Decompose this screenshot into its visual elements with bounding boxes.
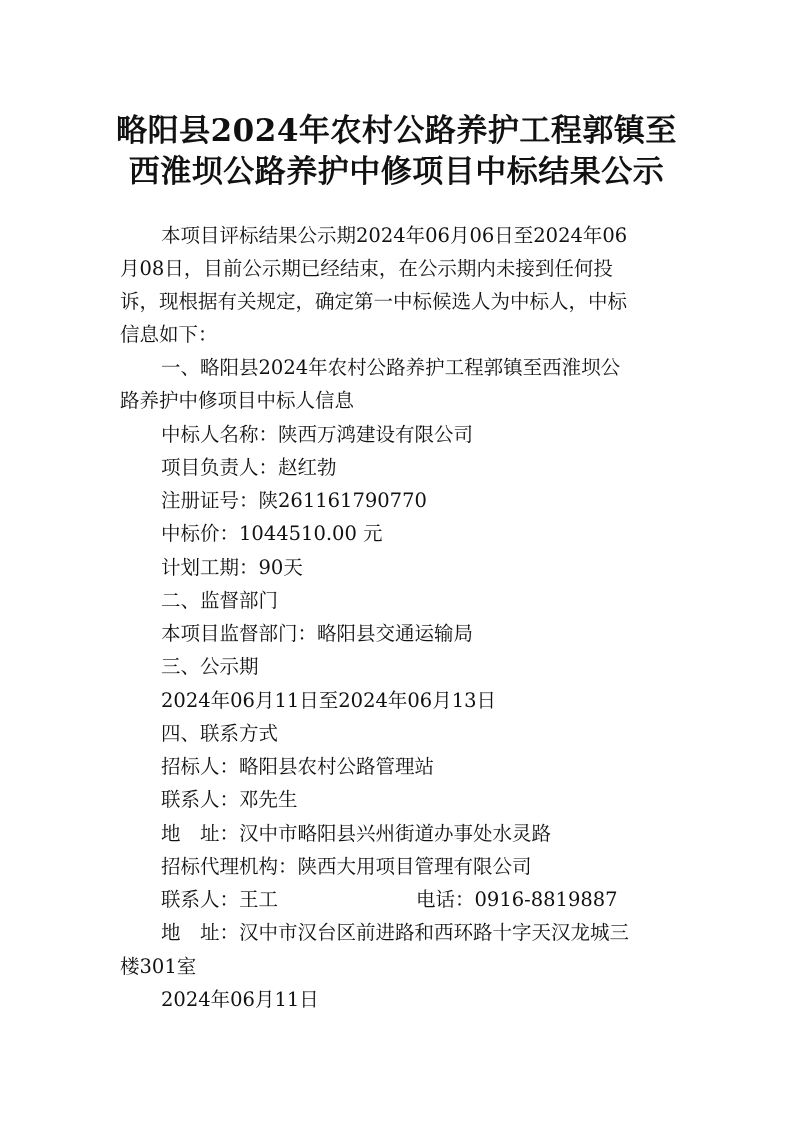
intro-line-4: 信息如下： xyxy=(120,323,218,346)
agency-address-line2: 楼301室 xyxy=(120,955,197,978)
tenderer: 招标人：略阳县农村公路管理站 xyxy=(161,755,435,778)
intro-line-2: 月08日，目前公示期已经结束，在公示期内未接到任何投 xyxy=(120,257,613,280)
intro-line-1: 本项目评标结果公示期2024年06月06日至2024年06 xyxy=(161,224,628,247)
section1-heading-line1: 一、略阳县2024年农村公路养护工程郭镇至西淮坝公 xyxy=(161,356,621,379)
document-title-line1: 略阳县2024年农村公路养护工程郭镇至 xyxy=(116,113,677,149)
document-date: 2024年06月11日 xyxy=(161,988,319,1011)
intro-line-3: 诉，现根据有关规定，确定第一中标候选人为中标人，中标 xyxy=(120,290,628,313)
planned-period: 计划工期：90天 xyxy=(161,556,303,579)
agency-phone: 电话：0916-8819887 xyxy=(416,888,618,911)
section4-heading: 四、联系方式 xyxy=(161,722,279,745)
tenderer-address: 地 址：汉中市略阳县兴州街道办事处水灵路 xyxy=(161,822,552,845)
section3-heading: 三、公示期 xyxy=(161,655,259,678)
agency-contact-row xyxy=(161,887,618,913)
bid-price: 中标价：1044510.00 元 xyxy=(161,522,383,545)
agency: 招标代理机构：陕西大用项目管理有限公司 xyxy=(161,855,532,878)
winner-name: 中标人名称：陕西万鸿建设有限公司 xyxy=(161,423,474,446)
publicity-period: 2024年06月11日至2024年06月13日 xyxy=(161,689,497,712)
agency-contact: 联系人：王工 xyxy=(161,888,279,911)
supervisor: 本项目监督部门：略阳县交通运输局 xyxy=(161,622,474,645)
section1-heading-line2: 路养护中修项目中标人信息 xyxy=(120,389,355,412)
registration-number: 注册证号：陕261161790770 xyxy=(161,489,427,512)
agency-address-line1: 地 址：汉中市汉台区前进路和西环路十字天汉龙城三 xyxy=(161,921,630,944)
section2-heading: 二、监督部门 xyxy=(161,589,279,612)
document-title-line2: 西淮坝公路养护中修项目中标结果公示 xyxy=(128,154,665,190)
project-manager: 项目负责人：赵红勃 xyxy=(161,456,337,479)
tenderer-contact: 联系人：邓先生 xyxy=(161,788,298,811)
